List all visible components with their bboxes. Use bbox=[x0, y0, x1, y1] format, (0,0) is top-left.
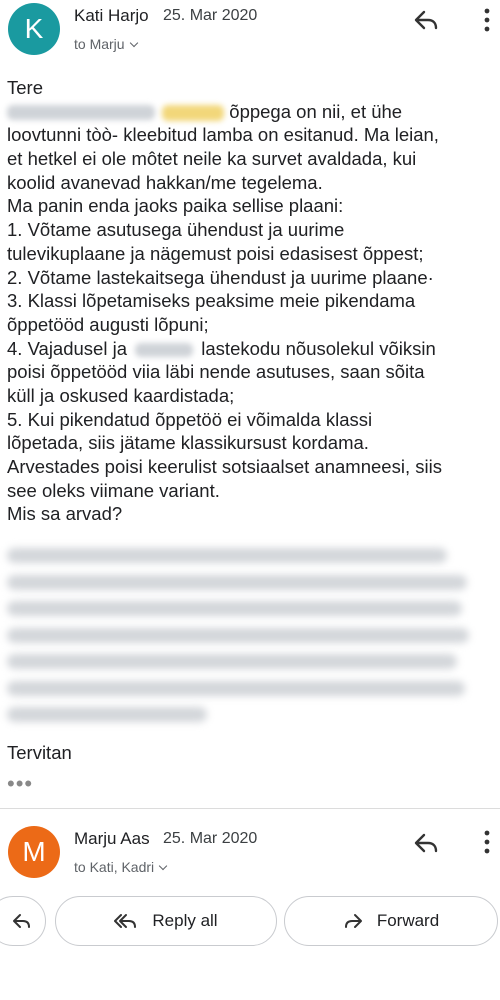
greeting: Tere bbox=[7, 77, 43, 98]
body-line: lõpetada, siis jätame klassikursust kordama. bbox=[7, 432, 369, 454]
recipients-toggle[interactable] bbox=[74, 859, 166, 875]
message-divider bbox=[0, 808, 500, 809]
redacted-line bbox=[7, 654, 457, 669]
recipients-label: to Marju bbox=[74, 36, 125, 52]
body-line bbox=[7, 337, 493, 361]
body-line: küll ja oskused kaardistada; bbox=[7, 384, 235, 406]
body-line: Ma panin enda jaoks paika sellise plaani: bbox=[7, 195, 344, 217]
redacted-text bbox=[7, 105, 155, 120]
body-line: Mis sa arvad? bbox=[7, 503, 123, 525]
message-body bbox=[7, 76, 493, 526]
more-vert-icon[interactable] bbox=[484, 7, 490, 33]
body-line: Arvestades poisi keerulist sotsiaalset anamneesi, siis bbox=[7, 456, 442, 477]
sender-name[interactable]: Kati Harjo bbox=[74, 6, 149, 25]
message-date: 25. Mar 2020 bbox=[163, 830, 258, 847]
body-text-segment: õppega on nii, et ühe bbox=[229, 100, 403, 122]
reply-button[interactable] bbox=[0, 896, 46, 946]
redacted-line bbox=[7, 681, 465, 696]
message-date: 25. Mar 2020 bbox=[163, 7, 258, 24]
body-line: 1. Võtame asutusega ühendust ja uurime bbox=[7, 219, 345, 241]
avatar[interactable] bbox=[8, 3, 60, 55]
body-line: poisi õppetööd viia läbi nende asutuses, saan sõita bbox=[7, 361, 425, 383]
chevron-down-icon bbox=[129, 39, 137, 47]
body-line: tulevikuplaane ja nägemust poisi edasisest õppest; bbox=[7, 242, 424, 264]
more-vert-icon[interactable] bbox=[484, 829, 490, 855]
redacted-highlight bbox=[162, 105, 224, 121]
show-trimmed-content[interactable]: ••• bbox=[7, 771, 34, 796]
redacted-paragraph bbox=[7, 548, 477, 734]
reply-all-label: Reply all bbox=[152, 911, 218, 930]
sender-name[interactable]: Marju Aas bbox=[74, 829, 150, 848]
reply-icon[interactable] bbox=[413, 9, 439, 31]
avatar-letter: M bbox=[22, 836, 46, 867]
redacted-line bbox=[7, 548, 447, 563]
recipients-toggle[interactable] bbox=[74, 36, 137, 52]
body-line: et hetkel ei ole môtet neile ka survet avaldada, kui bbox=[7, 148, 417, 170]
body-line: loovtunni tòò- kleebitud lamba on esitanud. Ma leian, bbox=[7, 124, 439, 146]
recipients-label: to Kati, Kadri bbox=[74, 859, 155, 875]
body-line: õppetööd augusti lõpuni; bbox=[7, 313, 209, 335]
body-line: koolid avanevad hakkan/me tegelema. bbox=[7, 171, 323, 193]
forward-label: Forward bbox=[376, 911, 440, 930]
body-line: 2. Võtame lastekaitsega ühendust ja uurime plaane· bbox=[7, 266, 434, 288]
redacted-line bbox=[7, 575, 467, 590]
redacted-line bbox=[7, 628, 469, 643]
avatar[interactable] bbox=[8, 826, 60, 878]
reply-icon[interactable] bbox=[413, 832, 439, 854]
forward-icon bbox=[343, 913, 363, 929]
forward-button[interactable] bbox=[284, 896, 498, 946]
avatar-letter: K bbox=[24, 13, 44, 44]
reply-all-button[interactable] bbox=[55, 896, 277, 946]
body-text-segment: 4. Vajadusel ja bbox=[7, 337, 127, 359]
body-line bbox=[7, 100, 493, 124]
body-line: 5. Kui pikendatud õppetöö ei võimalda klassi bbox=[7, 408, 373, 430]
redacted-text bbox=[135, 343, 193, 357]
body-text-segment: lastekodu nõusolekul võiksin bbox=[201, 337, 436, 359]
redacted-line bbox=[7, 707, 207, 722]
chevron-down-icon bbox=[159, 862, 167, 870]
body-line: see oleks viimane variant. bbox=[7, 479, 220, 501]
body-line: 3. Klassi lõpetamiseks peaksime meie pikendama bbox=[7, 290, 416, 312]
reply-all-icon bbox=[114, 913, 138, 929]
reply-icon bbox=[12, 913, 32, 929]
signoff: Tervitan bbox=[7, 742, 72, 763]
redacted-line bbox=[7, 601, 462, 616]
